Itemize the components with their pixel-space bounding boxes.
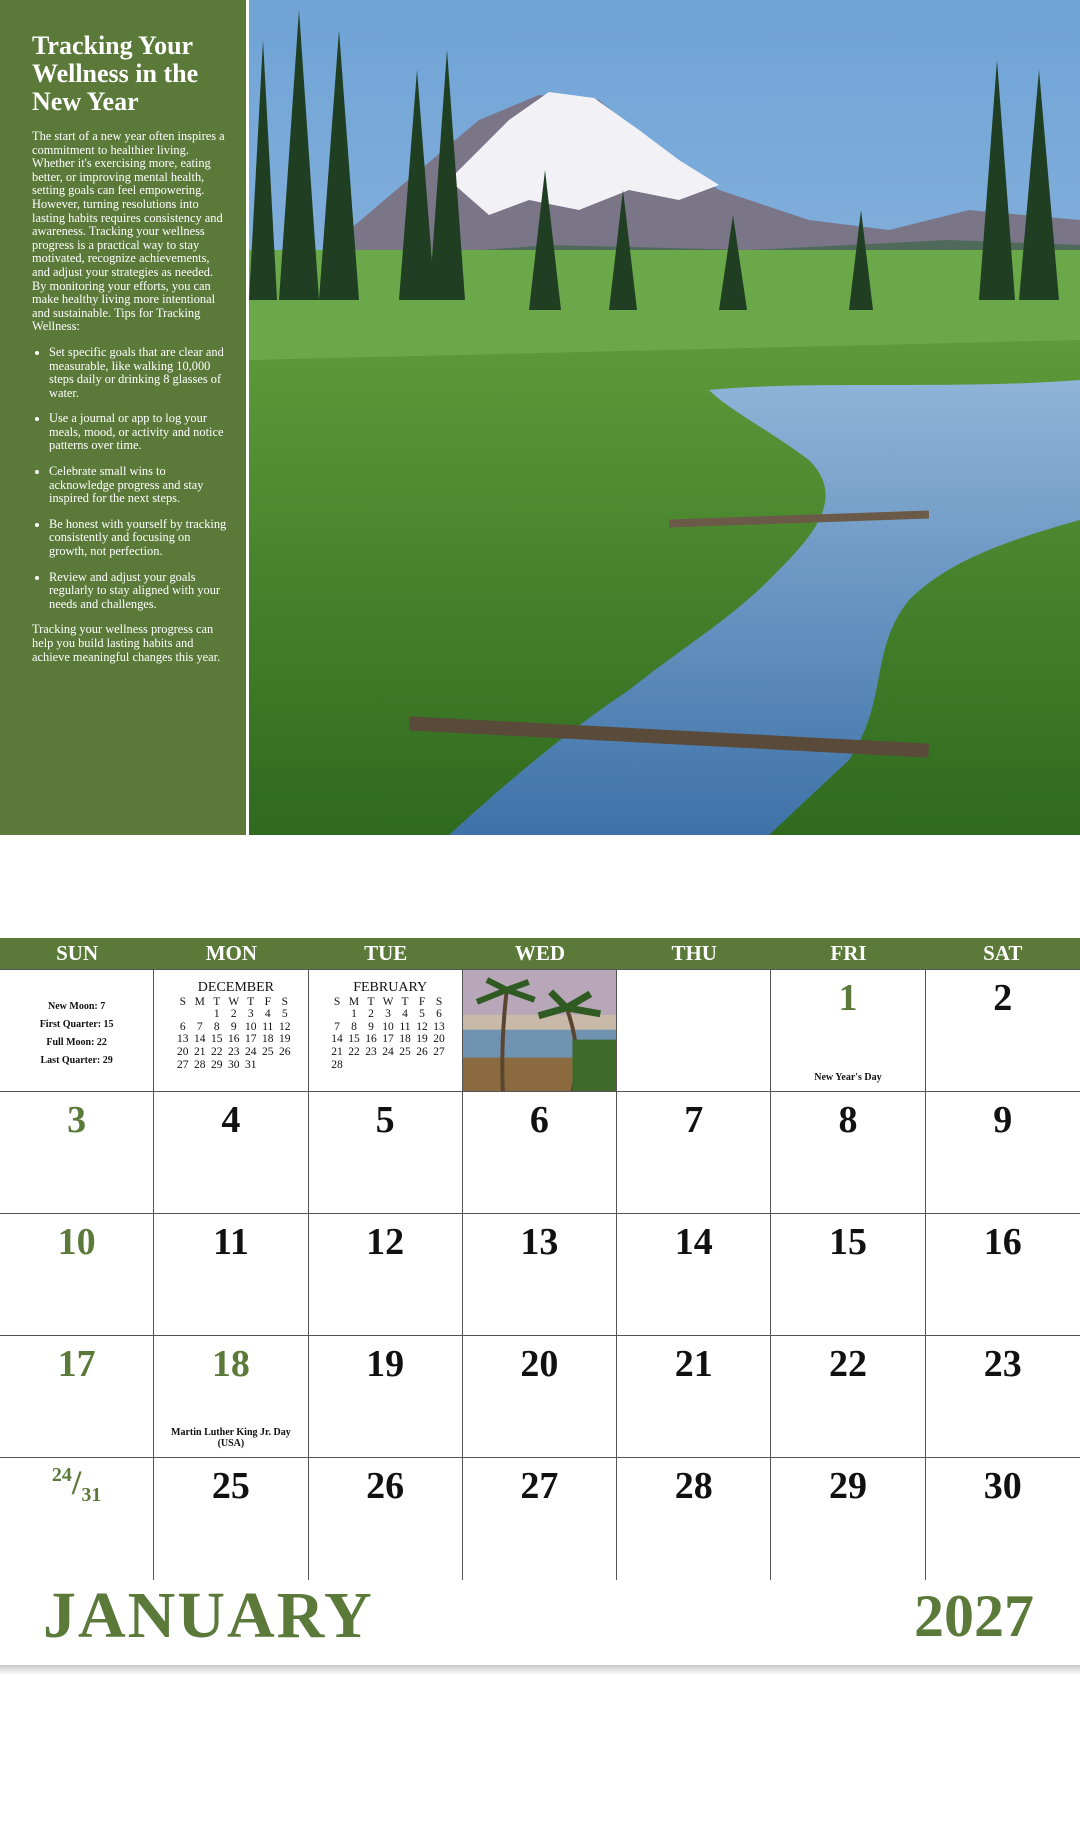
mini-day: 5 (281, 1008, 288, 1021)
moon-new: New Moon: 7 (48, 1001, 106, 1012)
day-cell (154, 1092, 308, 1213)
mini-day (259, 1059, 276, 1072)
day-number: 6 (529, 1099, 549, 1141)
mini-day: 26 (416, 1045, 428, 1058)
mini-day: 19 (279, 1033, 291, 1046)
month-footer (0, 1548, 1080, 1667)
mini-calendar-december (154, 970, 308, 1091)
day-cell (771, 1092, 925, 1213)
mini-head: T (401, 995, 409, 1008)
mini-day: 8 (213, 1020, 220, 1033)
mini-day (431, 1059, 448, 1072)
mini-day: 6 (179, 1020, 186, 1033)
mini-day (346, 1059, 363, 1072)
mini-day: 17 (245, 1033, 257, 1046)
mini-day: 20 (177, 1045, 189, 1058)
list-item: • Celebrate small wins to acknowledge progress and stay inspired for the next steps. (49, 465, 228, 506)
mini-head: S (179, 995, 186, 1008)
mini-day: 15 (348, 1033, 360, 1046)
day-cell (309, 1336, 463, 1457)
mini-day: 12 (279, 1020, 291, 1033)
mini-day: 5 (419, 1008, 425, 1021)
day-number: 12 (366, 1221, 405, 1263)
day-number: 7 (684, 1099, 704, 1141)
mini-day: 21 (194, 1045, 206, 1058)
year-title: 2027 (914, 1583, 1034, 1649)
day-grid (0, 969, 1080, 1580)
moon-last-quarter: Last Quarter: 29 (40, 1055, 113, 1066)
day-number: 4 (221, 1099, 241, 1141)
article-outro: Tracking your wellness progress can help you build lasting habits and achieve meaningful changes this year. (32, 622, 221, 664)
empty-day-cell (617, 970, 771, 1091)
weekday-label: FRI (830, 941, 867, 965)
mini-head: W (382, 995, 394, 1008)
mini-day: 7 (334, 1020, 340, 1033)
day-number: 5 (375, 1099, 395, 1141)
mini-head: T (247, 995, 255, 1008)
mini-day: 25 (399, 1045, 411, 1058)
day-number: 21 (674, 1343, 713, 1385)
mini-day: 3 (247, 1008, 254, 1021)
day-number: 2 (993, 977, 1013, 1019)
mini-calendar-title: FEBRUARY (353, 980, 428, 995)
day-cell (926, 1336, 1080, 1457)
weekday-label: WED (514, 941, 566, 965)
mini-day: 15 (211, 1033, 223, 1046)
day-number: 16 (983, 1221, 1022, 1263)
wellness-article (0, 0, 246, 835)
day-cell (154, 1336, 308, 1457)
day-cell (926, 1214, 1080, 1335)
mini-day: 4 (402, 1008, 408, 1021)
mini-head: F (264, 995, 271, 1008)
list-item: • Use a journal or app to log your meals, mood, or activity and notice patterns over time. (49, 412, 228, 453)
mini-day: 23 (365, 1045, 377, 1058)
day-cell (463, 1214, 617, 1335)
mini-day: 26 (279, 1045, 291, 1058)
mini-day: 3 (385, 1008, 391, 1021)
day-cell (463, 1336, 617, 1457)
day-number: 28 (674, 1465, 713, 1507)
day-cell (771, 1214, 925, 1335)
mini-day: 19 (416, 1033, 428, 1046)
day-number: 23 (983, 1343, 1022, 1385)
day-number: 19 (366, 1343, 405, 1385)
mini-day: 16 (228, 1033, 240, 1046)
mini-day: 30 (228, 1058, 240, 1071)
article-intro: The start of a new year often inspires a commitment to healthier living. Whether it's exercising more, eating better, or improving mental health, setting goals can feel empowering. However, turning resolutions into lasting habits requires consistency and awareness. Tracking your wellness progress is a practical way to stay motivated, recognize achievements, and adjust your strategies as needed. By monitoring your efforts, you can make healthy living more intentional and sustainable. Tips for Tracking Wellness: (32, 129, 225, 334)
day-cell (771, 1336, 925, 1457)
mini-day (174, 1008, 191, 1021)
mini-calendar-table (174, 996, 293, 1072)
day-number: 25 (211, 1465, 250, 1507)
day-cell (309, 1092, 463, 1213)
mini-day: 29 (211, 1058, 223, 1071)
mini-head: T (367, 995, 375, 1008)
mini-day: 9 (368, 1020, 374, 1033)
day-number: 24 (51, 1464, 72, 1486)
mini-calendar-february (309, 970, 463, 1091)
thumbnail-photo-cell (463, 970, 617, 1091)
mini-day: 23 (228, 1045, 240, 1058)
mini-head: T (213, 995, 221, 1008)
day-number: 10 (57, 1221, 96, 1263)
day-number: 20 (520, 1343, 559, 1385)
holiday-note: New Year's Day (814, 1072, 882, 1083)
top-section (0, 0, 1080, 835)
day-cell (926, 1092, 1080, 1213)
day-cell (771, 970, 925, 1091)
mini-day (414, 1059, 431, 1072)
mini-day: 13 (433, 1020, 445, 1033)
mini-day: 24 (245, 1045, 257, 1058)
moon-full: Full Moon: 22 (46, 1037, 107, 1048)
mini-head: S (435, 995, 443, 1008)
mini-day (363, 1059, 380, 1072)
moon-phases (0, 998, 153, 1070)
mini-day: 28 (194, 1058, 206, 1071)
weekday-label: TUE (364, 941, 408, 965)
mini-day: 18 (399, 1033, 411, 1046)
day-cell (0, 1336, 154, 1457)
mini-calendar-table (329, 996, 448, 1072)
mini-day (276, 1059, 293, 1072)
mini-day: 11 (399, 1020, 411, 1033)
mini-day: 2 (368, 1008, 374, 1021)
mini-day: 2 (230, 1008, 237, 1021)
holiday-note: Martin Luther King Jr. Day (USA) (171, 1427, 291, 1449)
day-cell (617, 1336, 771, 1457)
moon-first-quarter: First Quarter: 15 (39, 1019, 114, 1030)
day-cell (0, 1214, 154, 1335)
mini-head: S (281, 995, 288, 1008)
mini-day: 9 (230, 1020, 237, 1033)
day-number: 22 (828, 1343, 867, 1385)
mini-day (191, 1008, 208, 1021)
day-number: 31 (81, 1484, 102, 1507)
mini-day: 25 (262, 1045, 274, 1058)
day-number: 15 (828, 1221, 867, 1263)
week-row (0, 1214, 1080, 1336)
hero-photo (249, 0, 1080, 835)
day-number: 13 (520, 1221, 559, 1263)
list-item: • Review and adjust your goals regularly to stay aligned with your needs and challenges. (49, 571, 228, 612)
mini-day: 22 (211, 1045, 223, 1058)
list-item: • Be honest with yourself by tracking consistently and focusing on growth, not perfection. (49, 518, 228, 559)
week-row (0, 1336, 1080, 1458)
mini-day: 10 (382, 1020, 394, 1033)
mini-day: 8 (351, 1020, 357, 1033)
day-cell (0, 1092, 154, 1213)
day-cell (463, 1092, 617, 1213)
day-number: 30 (983, 1465, 1022, 1507)
day-number: 3 (67, 1099, 87, 1141)
mini-head: W (228, 995, 240, 1008)
mini-day: 21 (331, 1045, 343, 1058)
weekday-label: SAT (983, 941, 1023, 965)
mini-day (397, 1059, 414, 1072)
mini-day: 6 (436, 1008, 442, 1021)
page-edge-shadow (0, 1665, 1080, 1675)
mini-head: M (348, 995, 360, 1008)
mini-day (380, 1059, 397, 1072)
calendar-grid (0, 938, 1080, 1580)
day-cell (617, 1092, 771, 1213)
mini-day: 7 (196, 1020, 203, 1033)
day-number: 11 (212, 1221, 249, 1263)
day-number: 9 (993, 1099, 1013, 1141)
day-number: 17 (57, 1343, 96, 1385)
tips-list (32, 346, 228, 612)
weekday-label: MON (205, 941, 258, 965)
article-title: Tracking Your Wellness in the New Year (32, 31, 199, 116)
mini-day: 10 (245, 1020, 257, 1033)
mini-day: 1 (213, 1008, 220, 1021)
mini-day: 14 (194, 1033, 206, 1046)
day-cell (617, 1214, 771, 1335)
day-number: 8 (838, 1099, 858, 1141)
week-row (0, 1092, 1080, 1214)
mini-day (329, 1008, 346, 1021)
day-cell (309, 1214, 463, 1335)
mini-head: S (333, 995, 341, 1008)
split-day-number: $^{24}/_{31}$ (51, 1464, 102, 1507)
moon-phase-cell (0, 970, 154, 1091)
mini-day: 11 (262, 1020, 274, 1033)
month-title: JANUARY (43, 1579, 374, 1652)
mini-day: 31 (245, 1058, 257, 1071)
mini-day: 16 (365, 1033, 377, 1046)
mini-day: 14 (331, 1033, 343, 1046)
weekday-label: THU (671, 941, 717, 965)
week-row (0, 970, 1080, 1092)
palm-beach-thumbnail (463, 970, 616, 1091)
list-item: • Set specific goals that are clear and measurable, like walking 10,000 steps daily or drinking 8 glasses of water. (49, 346, 228, 400)
mini-day: 18 (262, 1033, 274, 1046)
mini-day: 28 (331, 1058, 343, 1071)
mini-day: 20 (433, 1033, 445, 1046)
weekday-header (0, 938, 1080, 969)
day-number: 26 (366, 1465, 405, 1507)
day-number: 18 (211, 1343, 250, 1385)
mini-day: 13 (177, 1033, 189, 1046)
mini-day: 1 (351, 1008, 357, 1021)
mini-day: 27 (433, 1045, 445, 1058)
mini-day: 22 (348, 1045, 360, 1058)
day-number: 29 (828, 1465, 867, 1507)
day-cell (154, 1214, 308, 1335)
day-cell (926, 970, 1080, 1091)
mini-head: F (418, 995, 426, 1008)
mini-day: 4 (264, 1008, 271, 1021)
day-number: 27 (520, 1465, 559, 1507)
mini-day: 27 (177, 1058, 189, 1071)
mini-day: 17 (382, 1033, 394, 1046)
mini-day: 24 (382, 1045, 394, 1058)
day-number: 14 (674, 1221, 713, 1263)
mini-day: 12 (416, 1020, 428, 1033)
mini-calendar-title: DECEMBER (197, 980, 275, 995)
weekday-label: SUN (56, 941, 99, 965)
day-number: 1 (838, 977, 858, 1019)
mini-head: M (194, 995, 205, 1008)
